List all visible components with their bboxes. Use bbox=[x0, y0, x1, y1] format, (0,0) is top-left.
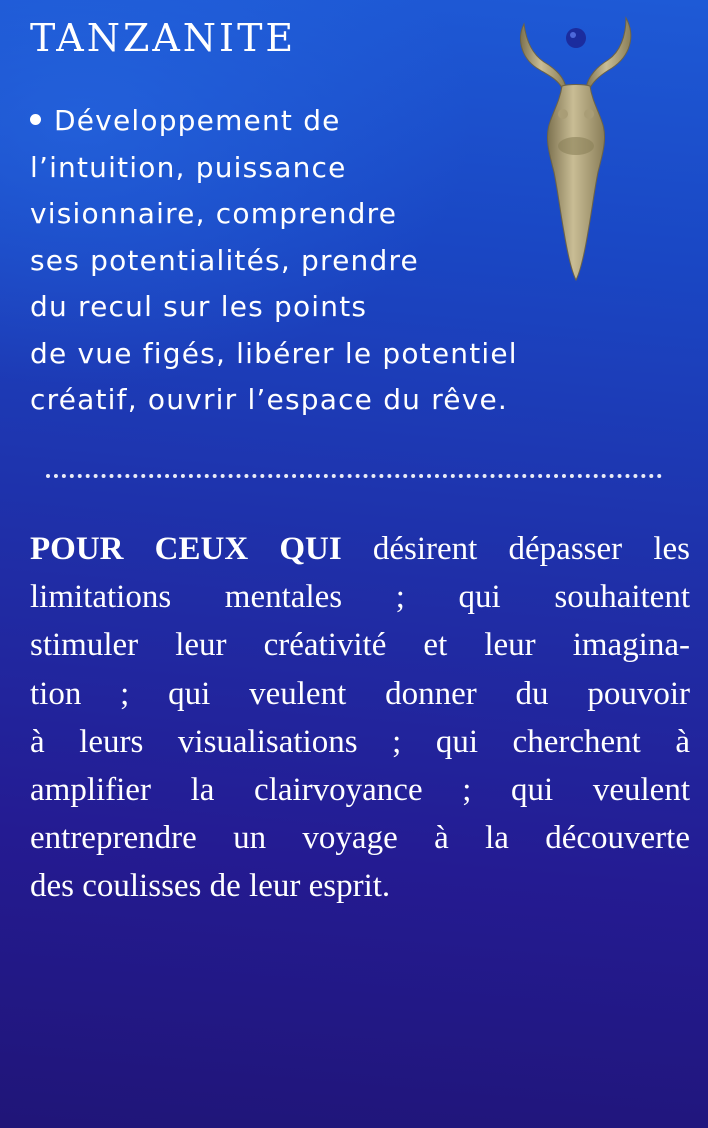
audience-line-6: amplifier la clairvoyance ; qui veulent bbox=[30, 772, 690, 809]
dotted-divider bbox=[46, 474, 662, 478]
audience-line-3: stimuler leur créativité et leur imagina- bbox=[30, 627, 690, 664]
card-title: TANZANITE bbox=[30, 16, 297, 60]
benefits-line-5: du recul sur les points bbox=[30, 290, 368, 323]
benefits-line-1-text: Développement de bbox=[54, 104, 341, 137]
audience-paragraph bbox=[30, 525, 690, 911]
audience-line-2: limitations mentales ; qui souhaitent bbox=[30, 579, 690, 616]
audience-line-4: tion ; qui veulent donner du pouvoir bbox=[30, 675, 690, 712]
benefits-line-2: l’intuition, puissance bbox=[30, 150, 347, 184]
audience-line-1 bbox=[30, 525, 690, 573]
benefits-line-7: créatif, ouvrir l’espace du rêve. bbox=[30, 383, 509, 416]
audience-line-5: à leurs visualisations ; qui cherchent à bbox=[30, 723, 690, 760]
benefits-line-1 bbox=[30, 98, 670, 145]
tanzanite-gem-icon bbox=[566, 28, 586, 48]
audience-line-7: entreprendre un voyage à la découverte bbox=[30, 820, 690, 857]
audience-line-8: des coulisses de leur esprit. bbox=[30, 868, 391, 905]
audience-line-1-text: désirent dépasser les bbox=[372, 531, 690, 567]
benefits-line-4: ses potentialités, prendre bbox=[30, 243, 419, 277]
benefits-paragraph bbox=[30, 98, 670, 424]
audience-lead: POUR CEUX QUI bbox=[30, 531, 342, 567]
benefits-line-3: visionnaire, comprendre bbox=[30, 197, 398, 230]
benefits-line-6: de vue figés, libérer le potentiel bbox=[30, 336, 518, 370]
bullet-icon bbox=[30, 114, 41, 125]
